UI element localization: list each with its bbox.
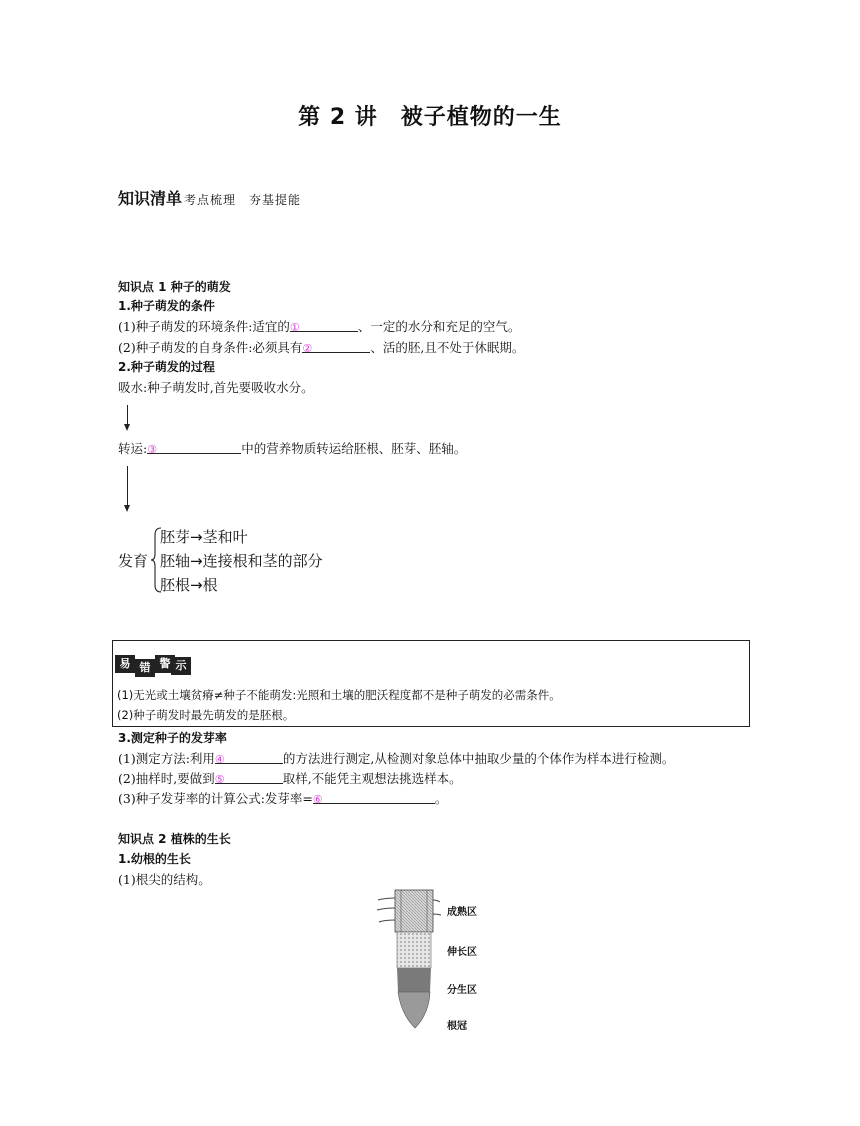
root-tip-diagram	[375, 888, 443, 1032]
root-label: 分生区	[447, 985, 477, 996]
blank-4[interactable]: ④	[215, 749, 283, 764]
page-title: 第 2 讲 被子植物的一生	[298, 105, 562, 130]
method-line-2: (2)抽样时,要做到⑤ 取样,不能凭主观想法挑选样本。	[118, 771, 462, 786]
root-label: 根冠	[447, 1021, 467, 1032]
warning-badge: 错	[135, 659, 155, 677]
section-main: 知识清单	[118, 189, 183, 208]
warning-box	[112, 640, 750, 727]
kp1-subtitle-2: 2.种子萌发的过程	[118, 360, 215, 374]
germ-subtitle: 3.测定种子的发芽率	[118, 731, 227, 745]
root-label: 伸长区	[447, 947, 477, 958]
blank-2[interactable]: ②	[302, 338, 370, 353]
develop-item: 胚轴→连接根和茎的部分	[160, 552, 323, 570]
develop-label: 发育	[118, 552, 149, 570]
method-line-3: (3)种子发芽率的计算公式:发芽率=⑥ 。	[118, 791, 448, 806]
develop-item: 胚根→根	[160, 576, 218, 594]
arrow-down-icon	[127, 405, 128, 429]
section-sub: 考点梳理 夯基提能	[184, 193, 302, 207]
arrow-down-icon	[127, 466, 128, 510]
kp2-heading: 知识点 2 植株的生长	[118, 832, 231, 846]
warning-badge: 易	[115, 655, 135, 673]
method-line-1: (1)测定方法:利用④ 的方法进行测定,从检测对象总体中抽取少量的个体作为样本进行检测。	[118, 751, 675, 766]
condition-line-2: (2)种子萌发的自身条件:必须具有② 、活的胚,且不处于休眠期。	[118, 340, 525, 355]
develop-item: 胚芽→茎和叶	[160, 528, 248, 546]
blank-1[interactable]: ①	[290, 317, 358, 332]
warning-line: (1)无光或土壤贫瘠≠种子不能萌发:光照和土壤的肥沃程度都不是种子萌发的必需条件。	[117, 688, 561, 702]
warning-badge: 示	[171, 657, 191, 675]
kp1-heading: 知识点 1 种子的萌发	[118, 280, 231, 294]
blank-5[interactable]: ⑤	[215, 769, 283, 784]
kp2-subtitle: 1.幼根的生长	[118, 852, 191, 866]
warning-badge: 警	[155, 655, 175, 673]
warning-line: (2)种子萌发时最先萌发的是胚根。	[117, 708, 295, 722]
transport-line: 转运:③ 中的营养物质转运给胚根、胚芽、胚轴。	[118, 441, 467, 456]
condition-line-1: (1)种子萌发的环境条件:适宜的① 、一定的水分和充足的空气。	[118, 319, 521, 334]
kp1-subtitle-1: 1.种子萌发的条件	[118, 299, 215, 313]
blank-6[interactable]: ⑥	[313, 789, 435, 804]
blank-3[interactable]: ③	[147, 439, 241, 454]
root-label: 成熟区	[447, 907, 477, 918]
root-tip-line: (1)根尖的结构。	[118, 872, 211, 887]
section-header	[118, 186, 301, 209]
absorb-line: 吸水:种子萌发时,首先要吸收水分。	[118, 380, 314, 395]
